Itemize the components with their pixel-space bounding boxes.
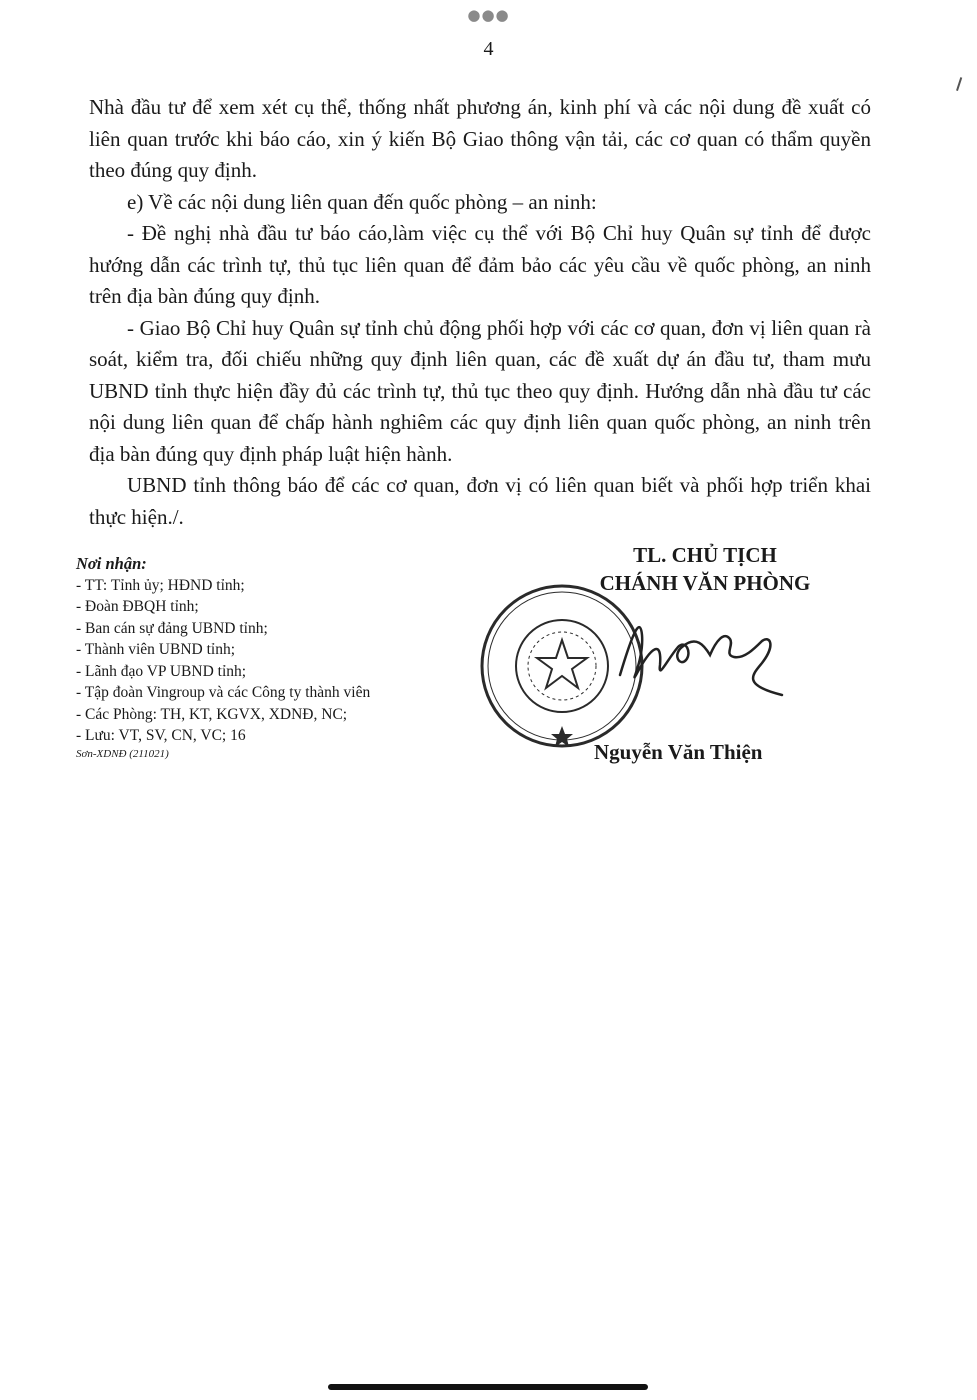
paragraph: UBND tỉnh thông báo để các cơ quan, đơn vị có liên quan biết và phối hợp triển khai thực hiện./. [89,473,871,529]
recipient-item: - Lưu: VT, SV, CN, VC; 16 [76,727,246,744]
home-indicator[interactable] [328,1384,648,1390]
signer-name: Nguyễn Văn Thiện [594,740,763,764]
paragraph: e) Về các nội dung liên quan đến quốc phòng – an ninh: [127,189,597,214]
recipient-item: - Ban cán sự đảng UBND tỉnh; [76,619,268,637]
recipient-item: - Các Phòng: TH, KT, KGVX, XDNĐ, NC; [76,705,348,723]
recipient-item: - Tập đoàn Vingroup và các Công ty thành viên [76,684,371,701]
page-number: 4 [483,38,494,60]
recipients-title: Nơi nhận: [76,554,147,573]
recipient-item: - Đoàn ĐBQH tỉnh; [76,598,199,615]
paragraph: - Giao Bộ Chỉ huy Quân sự tỉnh chủ động phối hợp với các cơ quan, đơn vị liên quan rà soát, kiểm tra, đối chiếu những quy định liên quan, các đề xuất dự án đầu tư, tham mưu UBND tỉnh thực hiện đầy đủ các trình tự, thủ tục theo quy định. Hướng dẫn nhà đầu tư các nội dung liên quan để chấp hành nghiêm các quy định liên quan quốc phòng, an ninh trên địa bàn đúng quy định pháp luật hiện hành. [89,315,871,466]
handwritten-signature-icon [612,605,792,700]
document-body [89,92,871,533]
more-dots-icon[interactable]: ●●● [467,6,510,24]
recipient-item: - Lãnh đạo VP UBND tỉnh; [76,662,247,680]
signer-title-line-2: CHÁNH VĂN PHÒNG [599,571,811,595]
pen-mark [956,77,968,93]
recipient-item: - TT: Tỉnh ủy; HĐND tỉnh; [76,576,245,594]
paragraph: Nhà đầu tư để xem xét cụ thể, thống nhất phương án, kinh phí và các nội dung đề xuất có liên quan trước khi báo cáo, xin ý kiến Bộ Giao thông vận tải, các cơ quan có thẩm quyền theo đúng quy định. [89,95,871,182]
signer-title-line-1: TL. CHỦ TỊCH [633,543,777,567]
paragraph: - Đề nghị nhà đầu tư báo cáo,làm việc cụ thể với Bộ Chỉ huy Quân sự tỉnh để được hướng dẫn các trình tự, thủ tục liên quan để đảm bảo các yêu cầu về quốc phòng, an ninh trên địa bàn đúng quy định. [89,221,871,308]
recipients-block [76,553,476,761]
reference-code: Sơn-XDNĐ (211021) [76,747,169,760]
recipient-item: - Thành viên UBND tỉnh; [76,641,236,658]
